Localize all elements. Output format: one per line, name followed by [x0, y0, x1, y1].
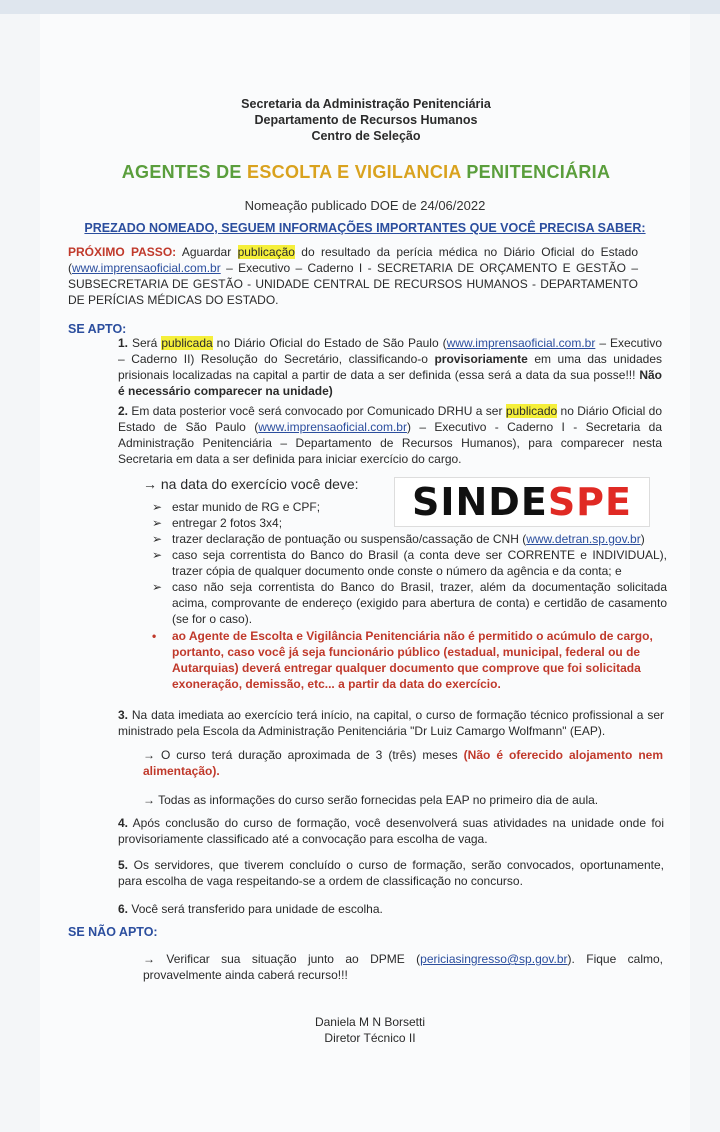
highlight: publicado — [505, 404, 558, 418]
title-part-3: PENITENCIÁRIA — [461, 162, 611, 182]
highlight: publicada — [161, 336, 213, 350]
text: Em data posterior você será convocado por Comunicado DRHU a ser — [128, 404, 506, 418]
logo-part-2: SPE — [547, 480, 632, 524]
exercicio-heading: → na data do exercício você deve: — [143, 476, 359, 492]
item-3 — [118, 707, 664, 739]
text: → Verificar sua situação junto ao DPME ( — [143, 952, 421, 966]
se-apto-heading: SE APTO: — [68, 322, 127, 336]
item-number: 2. — [118, 404, 129, 418]
bold-text: Não é necessário comparecer na unidade) — [118, 368, 662, 398]
red-text: (Não é oferecido alojamento nem alimentação). — [143, 748, 663, 778]
item-4 — [118, 815, 664, 847]
dot-bullet-icon: • — [152, 629, 157, 643]
text: Após conclusão do curso de formação, você desenvolverá suas atividades na unidade onde foi provisoriamente classificado até a convocação para escolha de vaga. — [118, 816, 664, 846]
link-email-dpme[interactable]: periciasingresso@sp.gov.br — [420, 952, 568, 966]
document-title — [0, 162, 720, 183]
item-number: 3. — [118, 708, 129, 722]
text: Na data imediata ao exercício terá início, na capital, o curso de formação técnico profissional a ser ministrado pela Escola da Administração Penitenciária "Dr Luiz Camargo Wolfmann" (EAP). — [118, 708, 664, 738]
text: do resultado da perícia médica no Diário Oficial do Estado ( — [68, 245, 639, 275]
item-number: 1. — [118, 336, 129, 350]
subtitle: Nomeação publicado DOE de 24/06/2022 — [244, 198, 486, 213]
text: Você será transferido para unidade de escolha. — [128, 902, 383, 916]
proximo-label: PRÓXIMO PASSO: — [68, 245, 177, 259]
title-part-1: AGENTES DE — [121, 162, 248, 182]
header-departamento: Departamento de Recursos Humanos — [254, 113, 478, 127]
signature-name: Daniela M N Borsetti — [314, 1015, 426, 1029]
item-number: 4. — [118, 816, 129, 830]
arrow-bullet-icon: ➢ — [152, 532, 163, 546]
link-imprensa[interactable]: www.imprensaoficial.com.br — [446, 336, 596, 350]
prezado-heading: PREZADO NOMEADO, SEGUEM INFORMAÇÕES IMPORTANTES QUE VOCÊ PRECISA SABER: — [84, 221, 646, 235]
item-1 — [118, 335, 662, 399]
item-number: 5. — [118, 858, 129, 872]
item-number: 6. — [118, 902, 129, 916]
text: ). Fique calmo, provavelmente ainda caberá recurso!!! — [143, 952, 664, 982]
proximo-passo — [68, 244, 638, 308]
link-imprensa[interactable]: www.imprensaoficial.com.br — [258, 420, 407, 434]
text: Aguardar — [176, 245, 238, 259]
item-3-sub-1 — [143, 747, 663, 779]
bullet-text: trazer declaração de pontuação ou suspensão/cassação de CNH ( — [172, 532, 527, 546]
link-imprensa[interactable]: www.imprensaoficial.com.br — [72, 261, 221, 275]
logo-part-1: SINDE — [412, 480, 548, 524]
text: ) – Executivo - Caderno I - Secretaria da Administração Penitenciária – Departamento de Recursos Humanos), para comparecer nesta Secretaria em data a ser definida para iniciar exercício do cargo. — [118, 420, 662, 466]
item-3-sub-2: → Todas as informações do curso serão fornecidas pela EAP no primeiro dia de aula. — [143, 793, 599, 807]
bullet-text: estar munido de RG e CPF; — [172, 500, 321, 514]
item-5 — [118, 857, 664, 889]
top-bar — [0, 0, 720, 14]
arrow-bullet-icon: ➢ — [152, 516, 163, 530]
sindespe-logo — [394, 477, 650, 527]
title-part-2: ESCOLTA E VIGILANCIA — [247, 162, 462, 182]
bold-text: provisoriamente — [434, 352, 528, 366]
text: → O curso terá duração aproximada de 3 (três) meses — [143, 748, 464, 762]
se-nao-apto-heading: SE NÃO APTO: — [68, 925, 158, 939]
bullet-text: ao Agente de Escolta e Vigilância Penitenciária não é permitido o acúmulo de cargo, portanto, caso você já seja funcionário público (estadual, municipal, federal ou de Autarquias) deverá entregar qualquer documento que comprove que foi solicitada exoneração, demissão, etc... a partir da data do exercício. — [172, 629, 653, 691]
header-centro: Centro de Seleção — [311, 129, 421, 143]
bullet-text: caso seja correntista do Banco do Brasil (a conta deve ser CORRENTE e INDIVIDUAL), trazer cópia de qualquer documento onde conste o número da agência e da conta; e — [172, 548, 667, 578]
item-2 — [118, 403, 662, 467]
signature-role: Diretor Técnico II — [324, 1031, 416, 1045]
text: em uma das unidades prisionais localizadas na capital a partir de data a ser definida (essa será a data da sua posse!!! — [118, 352, 662, 382]
text: Os servidores, que tiverem concluído o curso de formação, serão convocados, oportunamente, para escolha de vaga respeitando-se a ordem de classificação no concurso. — [118, 858, 664, 888]
text: – Executivo – Caderno II) Resolução do Secretário, classificando-o — [118, 336, 662, 366]
bullet-text: caso não seja correntista do Banco do Brasil, trazer, além da documentação solicitada acima, comprovante de endereço (exigido para abertura de conta) e certidão de casamento (se for o caso). — [172, 580, 667, 626]
arrow-bullet-icon: ➢ — [152, 580, 163, 594]
text: no Diário Oficial do Estado de São Paulo ( — [118, 404, 662, 434]
item-6 — [118, 901, 664, 917]
arrow-bullet-icon: ➢ — [152, 548, 163, 562]
text: – Executivo – Caderno I - SECRETARIA DE ORÇAMENTO E GESTÃO – SUBSECRETARIA DE GESTÃO - UNIDADE CENTRAL DE RECURSOS HUMANOS - DEPARTAMENTO DE PERÍCIAS MÉDICAS DO ESTADO. — [68, 261, 638, 307]
highlight: publicação — [237, 245, 295, 259]
bullet-text: entregar 2 fotos 3x4; — [172, 516, 283, 530]
arrow-bullet-icon: ➢ — [152, 500, 163, 514]
nao-apto-text — [143, 951, 663, 983]
header-secretaria: Secretaria da Administração Penitenciária — [241, 97, 491, 111]
link-detran[interactable]: www.detran.sp.gov.br — [526, 532, 641, 546]
text: no Diário Oficial do Estado de São Paulo ( — [212, 336, 447, 350]
text: Será — [128, 336, 162, 350]
